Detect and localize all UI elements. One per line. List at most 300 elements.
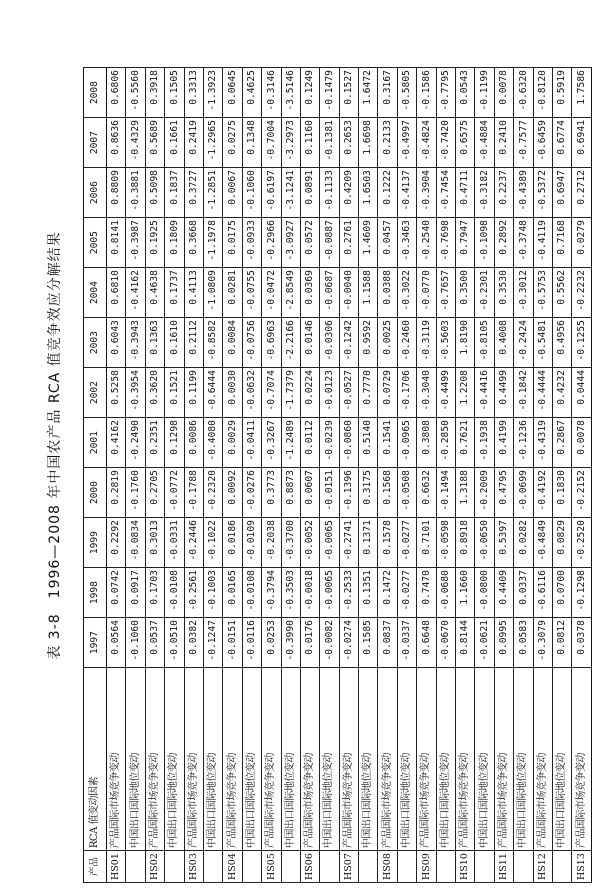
value-cell: 0.0537 <box>145 618 164 668</box>
value-cell: 0.0275 <box>223 118 242 168</box>
value-cell: -0.3987 <box>126 218 145 268</box>
value-cell: -0.2850 <box>436 418 455 468</box>
value-cell: -3.2973 <box>281 118 300 168</box>
value-cell: -0.0933 <box>242 218 261 268</box>
product-code <box>475 851 494 883</box>
value-cell: 0.2237 <box>494 168 513 218</box>
value-cell: 0.6947 <box>552 168 571 218</box>
value-cell: -0.2561 <box>184 568 203 618</box>
value-cell: -0.0621 <box>475 618 494 668</box>
value-cell: 0.4232 <box>552 368 571 418</box>
value-cell: -0.0472 <box>262 268 281 318</box>
value-cell: 0.2133 <box>378 118 397 168</box>
value-cell: -0.0108 <box>165 568 184 618</box>
table-row <box>203 68 222 883</box>
factor-label: 中国出口国际地位变动 <box>436 668 455 851</box>
value-cell: -0.6459 <box>533 118 552 168</box>
value-cell: -0.4137 <box>397 168 416 218</box>
value-cell: -0.1586 <box>417 68 436 118</box>
value-cell: -0.0632 <box>242 368 261 418</box>
value-cell: -0.0337 <box>397 618 416 668</box>
value-cell: 0.1585 <box>359 618 378 668</box>
value-cell: -0.1199 <box>475 68 494 118</box>
value-cell: 0.8144 <box>456 618 475 668</box>
header-year: 2007 <box>84 118 107 168</box>
value-cell: -0.4499 <box>436 368 455 418</box>
value-cell: 0.1809 <box>165 218 184 268</box>
table-row <box>145 68 164 883</box>
value-cell: 0.5562 <box>552 268 571 318</box>
value-cell: -0.6444 <box>203 368 222 418</box>
factor-label: 产品国际市场竞争变动 <box>223 668 242 851</box>
value-cell: -0.4884 <box>475 118 494 168</box>
value-cell: -0.1236 <box>514 418 533 468</box>
value-cell: 0.0112 <box>300 418 319 468</box>
product-code <box>203 851 222 883</box>
factor-label: 中国出口国际地位变动 <box>320 668 339 851</box>
value-cell: -0.3794 <box>262 568 281 618</box>
value-cell: 0.5689 <box>145 118 164 168</box>
factor-label: 中国出口国际地位变动 <box>203 668 222 851</box>
value-cell: 0.0729 <box>378 368 397 418</box>
value-cell: -0.3119 <box>417 318 436 368</box>
value-cell: 0.0253 <box>262 618 281 668</box>
factor-label: 中国出口国际地位变动 <box>165 668 184 851</box>
value-cell: 0.2292 <box>107 518 126 568</box>
value-cell: 0.6575 <box>456 118 475 168</box>
value-cell: -0.6116 <box>533 568 552 618</box>
value-cell: -3.5146 <box>281 68 300 118</box>
value-cell: -0.0151 <box>320 468 339 518</box>
value-cell: -0.1022 <box>203 518 222 568</box>
value-cell: -0.0277 <box>397 568 416 618</box>
value-cell: -0.1479 <box>320 68 339 118</box>
value-cell: -0.5805 <box>397 68 416 118</box>
value-cell: 0.5397 <box>494 518 513 568</box>
value-cell: -0.5481 <box>533 318 552 368</box>
value-cell: 0.7101 <box>417 518 436 568</box>
value-cell: 0.0829 <box>552 518 571 568</box>
value-cell: 0.2351 <box>145 418 164 468</box>
value-cell: -0.3954 <box>126 368 145 418</box>
header-year: 2003 <box>84 318 107 368</box>
value-cell: -0.4824 <box>417 118 436 168</box>
value-cell: 0.0224 <box>300 368 319 418</box>
value-cell: 0.9592 <box>359 318 378 368</box>
value-cell: -0.6197 <box>262 168 281 218</box>
table-body <box>107 68 592 883</box>
value-cell: 0.3918 <box>145 68 164 118</box>
value-cell: 0.1568 <box>378 468 397 518</box>
value-cell: -0.2540 <box>417 218 436 268</box>
value-cell: 0.0175 <box>223 218 242 268</box>
value-cell: -0.3503 <box>281 568 300 618</box>
value-cell: 0.5919 <box>552 68 571 118</box>
value-cell: -0.0277 <box>397 518 416 568</box>
value-cell: 0.0165 <box>223 568 242 618</box>
value-cell: -0.1396 <box>339 468 358 518</box>
value-cell: 0.1298 <box>165 418 184 468</box>
table-row <box>397 68 416 883</box>
value-cell: -0.1247 <box>203 618 222 668</box>
value-cell: -0.1242 <box>339 318 358 368</box>
value-cell: -0.1760 <box>126 468 145 518</box>
factor-label: 产品国际市场竞争变动 <box>378 668 397 851</box>
value-cell: -0.7577 <box>514 118 533 168</box>
value-cell: 1.1660 <box>456 568 475 618</box>
value-cell: 1.3188 <box>456 468 475 518</box>
value-cell: -0.3146 <box>262 68 281 118</box>
value-cell: -1.2851 <box>203 168 222 218</box>
value-cell: -0.7454 <box>436 168 455 218</box>
value-cell: 0.1348 <box>242 118 261 168</box>
value-cell: 0.7770 <box>359 368 378 418</box>
value-cell: 0.0078 <box>494 68 513 118</box>
value-cell: -0.1381 <box>320 118 339 168</box>
value-cell: 0.1737 <box>165 268 184 318</box>
value-cell: -0.0670 <box>436 618 455 668</box>
product-code <box>242 851 261 883</box>
value-cell: -0.3022 <box>397 268 416 318</box>
value-cell: 0.3773 <box>262 468 281 518</box>
value-cell: -0.0680 <box>436 568 455 618</box>
value-cell: 0.0812 <box>552 618 571 668</box>
value-cell: 0.3013 <box>145 518 164 568</box>
product-code: HS13 <box>572 851 591 883</box>
value-cell: 0.0029 <box>223 418 242 468</box>
header-year: 2008 <box>84 68 107 118</box>
value-cell: -0.6320 <box>514 68 533 118</box>
value-cell: 1.6503 <box>359 168 378 218</box>
product-code: HS08 <box>378 851 397 883</box>
value-cell: -0.5372 <box>533 168 552 218</box>
value-cell: -0.1060 <box>126 618 145 668</box>
value-cell: -0.4389 <box>514 168 533 218</box>
factor-label: 产品国际市场竞争变动 <box>494 668 513 851</box>
value-cell: 0.4199 <box>494 418 513 468</box>
value-cell: 0.6632 <box>417 468 436 518</box>
value-cell: 0.1199 <box>184 368 203 418</box>
value-cell: 0.4638 <box>145 268 164 318</box>
table-row <box>262 68 281 883</box>
value-cell: 0.3808 <box>417 418 436 468</box>
factor-label: 产品国际市场竞争变动 <box>339 668 358 851</box>
value-cell: -1.7379 <box>281 368 300 418</box>
value-cell: -0.0065 <box>320 518 339 568</box>
product-code <box>165 851 184 883</box>
header-year: 1999 <box>84 518 107 568</box>
value-cell: 0.0176 <box>300 618 319 668</box>
value-cell: 0.0382 <box>184 618 203 668</box>
value-cell: -0.0772 <box>165 468 184 518</box>
value-cell: -0.2232 <box>572 268 591 318</box>
value-cell: -0.5560 <box>126 68 145 118</box>
value-cell: 0.6806 <box>107 68 126 118</box>
value-cell: -0.7420 <box>436 118 455 168</box>
value-cell: -0.0527 <box>339 368 358 418</box>
value-cell: -0.0510 <box>165 618 184 668</box>
value-cell: -2.8549 <box>281 268 300 318</box>
factor-label: 中国出口国际地位变动 <box>552 668 571 851</box>
table-row <box>184 68 203 883</box>
value-cell: -0.3012 <box>514 268 533 318</box>
product-code <box>397 851 416 883</box>
product-code: HS07 <box>339 851 358 883</box>
factor-label: 产品国际市场竞争变动 <box>145 668 164 851</box>
value-cell: 0.0572 <box>300 218 319 268</box>
value-cell: -0.0756 <box>242 318 261 368</box>
value-cell: 0.0337 <box>514 568 533 618</box>
rca-decomposition-table <box>83 67 592 883</box>
factor-label: 中国出口国际地位变动 <box>359 668 378 851</box>
table-row <box>300 68 319 883</box>
header-year: 2004 <box>84 268 107 318</box>
value-cell: -0.0108 <box>242 568 261 618</box>
value-cell: -0.1298 <box>572 568 591 618</box>
value-cell: 0.6810 <box>107 268 126 318</box>
value-cell: -0.7004 <box>262 118 281 168</box>
value-cell: 0.8636 <box>107 118 126 168</box>
value-cell: 0.8918 <box>456 518 475 568</box>
value-cell: 0.6648 <box>417 618 436 668</box>
value-cell: -1.0809 <box>203 268 222 318</box>
value-cell: -0.4329 <box>126 118 145 168</box>
value-cell: -0.3079 <box>533 618 552 668</box>
value-cell: 0.2712 <box>572 168 591 218</box>
value-cell: -0.0052 <box>300 518 319 568</box>
value-cell: 0.4795 <box>494 468 513 518</box>
value-cell: -0.7074 <box>262 368 281 418</box>
value-cell: -0.2533 <box>339 568 358 618</box>
value-cell: 0.3175 <box>359 468 378 518</box>
factor-label: 产品国际市场竞争变动 <box>572 668 591 851</box>
table-row <box>242 68 261 883</box>
table-header-row <box>84 68 107 883</box>
value-cell: -0.4444 <box>533 368 552 418</box>
value-cell: -0.0116 <box>242 618 261 668</box>
value-cell: -0.0065 <box>320 568 339 618</box>
header-year: 1997 <box>84 618 107 668</box>
header-factor: RCA 值变动因素 <box>84 668 107 851</box>
table-row <box>281 68 300 883</box>
value-cell: 0.8141 <box>107 218 126 268</box>
value-cell: 0.3727 <box>184 168 203 218</box>
value-cell: 0.0025 <box>378 318 397 368</box>
value-cell: 0.2112 <box>184 318 203 368</box>
table-row <box>339 68 358 883</box>
value-cell: -0.7795 <box>436 68 455 118</box>
value-cell: 0.4209 <box>339 168 358 218</box>
value-cell: 0.1472 <box>378 568 397 618</box>
value-cell: -0.5753 <box>533 268 552 318</box>
value-cell: -0.4119 <box>533 218 552 268</box>
product-code <box>436 851 455 883</box>
table-row <box>514 68 533 883</box>
value-cell: 0.0583 <box>514 618 533 668</box>
value-cell: -1.1978 <box>203 218 222 268</box>
value-cell: -0.3182 <box>475 168 494 218</box>
factor-label: 中国出口国际地位变动 <box>126 668 145 851</box>
header-year: 2006 <box>84 168 107 218</box>
value-cell: 0.4008 <box>494 318 513 368</box>
value-cell: -0.8105 <box>475 318 494 368</box>
value-cell: 0.1610 <box>165 318 184 368</box>
value-cell: 0.0457 <box>378 218 397 268</box>
value-cell: -0.2460 <box>397 318 416 368</box>
value-cell: -0.0082 <box>320 618 339 668</box>
value-cell: -0.0109 <box>242 518 261 568</box>
value-cell: -0.1255 <box>572 318 591 368</box>
value-cell: 0.8809 <box>107 168 126 218</box>
value-cell: 0.0388 <box>378 268 397 318</box>
value-cell: -0.7657 <box>436 268 455 318</box>
table-row <box>475 68 494 883</box>
value-cell: 0.0146 <box>300 318 319 368</box>
value-cell: -0.0123 <box>320 368 339 418</box>
value-cell: -0.3748 <box>514 218 533 268</box>
table-title: 表 3-8 1996—2008 年中国农产品 RCA 值竞争效应分解结果 <box>47 231 63 660</box>
header-product: 产品 <box>84 851 107 883</box>
value-cell: 0.0444 <box>572 368 591 418</box>
factor-label: 中国出口国际地位变动 <box>475 668 494 851</box>
value-cell: 1.4609 <box>359 218 378 268</box>
table-row <box>417 68 436 883</box>
value-cell: 0.4499 <box>494 368 513 418</box>
value-cell: -0.2966 <box>262 218 281 268</box>
value-cell: -1.2489 <box>281 418 300 468</box>
value-cell: 0.4162 <box>107 418 126 468</box>
value-cell: 0.2867 <box>552 418 571 468</box>
table-row <box>456 68 475 883</box>
value-cell: -0.1706 <box>397 368 416 418</box>
value-cell: 0.2419 <box>184 118 203 168</box>
header-year: 2001 <box>84 418 107 468</box>
value-cell: 0.0279 <box>572 218 591 268</box>
value-cell: -0.8120 <box>533 68 552 118</box>
table-row <box>320 68 339 883</box>
value-cell: -0.4849 <box>533 518 552 568</box>
value-cell: -0.3904 <box>417 168 436 218</box>
value-cell: -0.4997 <box>397 118 416 168</box>
product-code <box>359 851 378 883</box>
value-cell: -0.3881 <box>126 168 145 218</box>
value-cell: -0.2424 <box>514 318 533 368</box>
factor-label: 产品国际市场竞争变动 <box>417 668 436 851</box>
value-cell: 0.1925 <box>145 218 164 268</box>
value-cell: 0.0030 <box>223 368 242 418</box>
value-cell: 0.2653 <box>339 118 358 168</box>
value-cell: 1.7586 <box>572 68 591 118</box>
value-cell: 0.1363 <box>145 318 164 368</box>
value-cell: -0.1842 <box>514 368 533 418</box>
value-cell: 1.6698 <box>359 118 378 168</box>
table-row <box>436 68 455 883</box>
value-cell: -0.2490 <box>126 418 145 468</box>
value-cell: -0.6963 <box>262 318 281 368</box>
value-cell: -0.3463 <box>397 218 416 268</box>
value-cell: 0.0086 <box>184 418 203 468</box>
factor-label: 中国出口国际地位变动 <box>281 668 300 851</box>
value-cell: 0.0917 <box>126 568 145 618</box>
value-cell: 0.4409 <box>494 568 513 618</box>
value-cell: 0.1541 <box>378 418 397 468</box>
value-cell: 0.3530 <box>494 268 513 318</box>
value-cell: 0.1505 <box>165 68 184 118</box>
value-cell: 0.2892 <box>494 218 513 268</box>
product-code <box>552 851 571 883</box>
product-code: HS02 <box>145 851 164 883</box>
value-cell: 0.3167 <box>378 68 397 118</box>
header-year: 2005 <box>84 218 107 268</box>
factor-label: 中国出口国际地位变动 <box>397 668 416 851</box>
value-cell: -0.2009 <box>475 468 494 518</box>
value-cell: 0.1527 <box>339 68 358 118</box>
value-cell: -0.7698 <box>436 218 455 268</box>
value-cell: 0.3620 <box>145 368 164 418</box>
value-cell: -0.0800 <box>475 568 494 618</box>
factor-label: 产品国际市场竞争变动 <box>533 668 552 851</box>
product-code: HS09 <box>417 851 436 883</box>
table-row <box>223 68 242 883</box>
value-cell: -2.2166 <box>281 318 300 368</box>
value-cell: -0.0306 <box>320 318 339 368</box>
value-cell: 0.5140 <box>359 418 378 468</box>
value-cell: -0.0699 <box>514 468 533 518</box>
value-cell: 0.6043 <box>107 318 126 368</box>
value-cell: 0.1222 <box>378 168 397 218</box>
value-cell: 0.1249 <box>300 68 319 118</box>
value-cell: 0.7621 <box>456 418 475 468</box>
value-cell: -0.1788 <box>184 468 203 518</box>
value-cell: 0.5098 <box>145 168 164 218</box>
product-code: HS06 <box>300 851 319 883</box>
table-row <box>107 68 126 883</box>
value-cell: -0.0834 <box>126 518 145 568</box>
value-cell: -0.8582 <box>203 318 222 368</box>
value-cell: -0.2320 <box>203 468 222 518</box>
table-row <box>533 68 552 883</box>
value-cell: -0.0965 <box>397 418 416 468</box>
table-row <box>359 68 378 883</box>
value-cell: 0.3668 <box>184 218 203 268</box>
product-code: HS05 <box>262 851 281 883</box>
value-cell: -0.0887 <box>320 218 339 268</box>
value-cell: 0.4956 <box>552 318 571 368</box>
value-cell: 0.2410 <box>494 118 513 168</box>
value-cell: 1.6472 <box>359 68 378 118</box>
product-code <box>514 851 533 883</box>
value-cell: 0.6941 <box>572 118 591 168</box>
value-cell: -1.3923 <box>203 68 222 118</box>
value-cell: -0.3943 <box>126 318 145 368</box>
factor-label: 产品国际市场竞争变动 <box>107 668 126 851</box>
product-code <box>281 851 300 883</box>
value-cell: -1.2965 <box>203 118 222 168</box>
value-cell: -0.0508 <box>397 468 416 518</box>
value-cell: -0.0860 <box>339 418 358 468</box>
header-year: 2000 <box>84 468 107 518</box>
product-code: HS12 <box>533 851 552 883</box>
value-cell: 0.0078 <box>572 418 591 468</box>
value-cell: 0.0282 <box>514 518 533 568</box>
value-cell: -0.3040 <box>417 368 436 418</box>
value-cell: 0.5258 <box>107 368 126 418</box>
product-code: HS10 <box>456 851 475 883</box>
value-cell: -0.0239 <box>320 418 339 468</box>
value-cell: -0.4080 <box>203 418 222 468</box>
value-cell: -0.2741 <box>339 518 358 568</box>
value-cell: 0.0645 <box>223 68 242 118</box>
